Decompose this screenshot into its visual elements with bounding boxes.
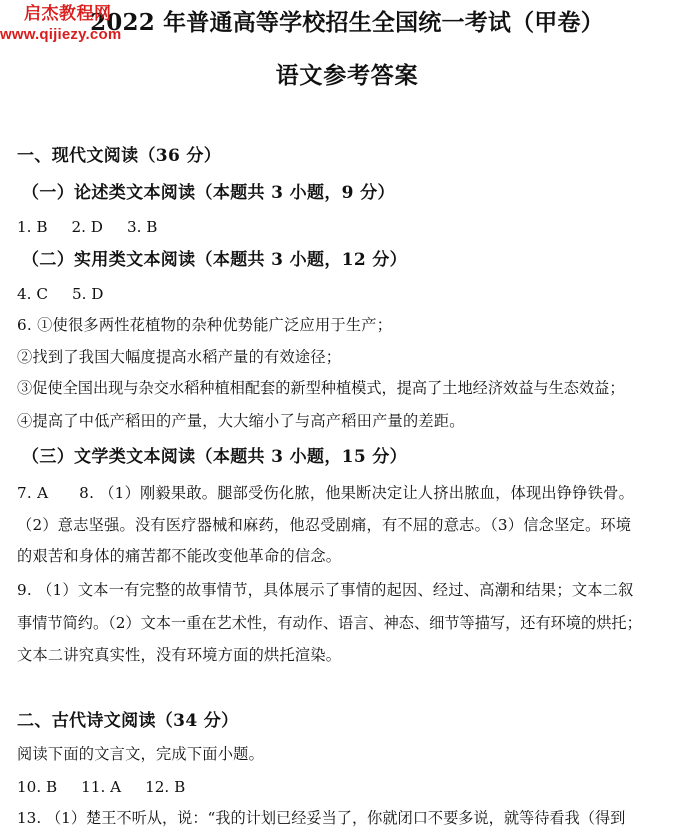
answers-1-3 [17, 217, 157, 237]
part-argumentative-heading: （一）论述类文本阅读（本题共 3 小题，9 分） [22, 183, 395, 203]
answer-9-line-2: 事情节简约。（2）文本一重在艺术性，有动作、语言、神态、细节等描写，还有环境的烘托； [17, 614, 642, 632]
answer-11: 11. A [81, 778, 122, 796]
answer-10: 10. B [17, 778, 58, 796]
watermark-url: www.qijiezy.com [0, 26, 122, 43]
answers-4-5 [17, 284, 103, 304]
section-classical-reading-heading: 二、古代诗文阅读（34 分） [17, 711, 239, 731]
answer-6-line-1: 6. ①使很多两性花植物的杂种优势能广泛应用于生产； [17, 316, 393, 334]
part-practical-heading: （二）实用类文本阅读（本题共 3 小题，12 分） [22, 250, 407, 270]
answer-3: 3. B [126, 218, 158, 236]
answers-10-12 [17, 777, 185, 797]
section-modern-reading-heading: 一、现代文阅读（36 分） [17, 146, 222, 166]
exam-title: 2022 年普通高等学校招生全国统一考试（甲卷） [90, 9, 604, 36]
answer-9-line-3: 文本二讲究真实性，没有环境方面的烘托渲染。 [17, 646, 342, 664]
site-watermark [0, 0, 150, 46]
answer-8-line-3: 的艰苦和身体的痛苦都不能改变他革命的信念。 [17, 547, 342, 565]
part-literary-heading: （三）文学类文本阅读（本题共 3 小题，15 分） [22, 447, 407, 467]
answer-1: 1. B [17, 218, 48, 236]
answer-6-line-4: ④提高了中低产稻田的产量，大大缩小了与高产稻田产量的差距。 [17, 412, 465, 430]
classical-reading-intro: 阅读下面的文言文，完成下面小题。 [17, 745, 264, 763]
answer-9-line-1: 9. （1）文本一有完整的故事情节，具体展示了事情的起因、经过、高潮和结果；文本二叙 [17, 581, 634, 599]
answer-5: 5. D [71, 285, 104, 303]
answer-8-line-2: （2）意志坚强。没有医疗器械和麻药，他忍受剧痛，有不屈的意志。（3）信念坚定。环境 [17, 516, 632, 534]
answer-key-subtitle: 语文参考答案 [275, 62, 419, 89]
answer-6-line-2: ②找到了我国大幅度提高水稻产量的有效途径； [17, 348, 342, 366]
answer-2: 2. D [71, 218, 103, 236]
answer-6-line-3: ③促使全国出现与杂交水稻种植相配套的新型种植模式，提高了土地经济效益与生态效益； [17, 379, 625, 397]
watermark-brand: 启杰教程网 [24, 4, 112, 23]
answer-4: 4. C [17, 285, 48, 303]
answer-7-8-line-1: 7. A 8. （1）刚毅果敢。腿部受伤化脓，他果断决定让人挤出脓血，体现出铮铮铁骨。 [17, 484, 635, 502]
answer-12: 12. B [145, 778, 186, 796]
answer-13-line-1: 13. （1）楚王不听从，说：“我的计划已经妥当了，你就闭口不要多说，就等待看我（得到 [17, 809, 626, 827]
